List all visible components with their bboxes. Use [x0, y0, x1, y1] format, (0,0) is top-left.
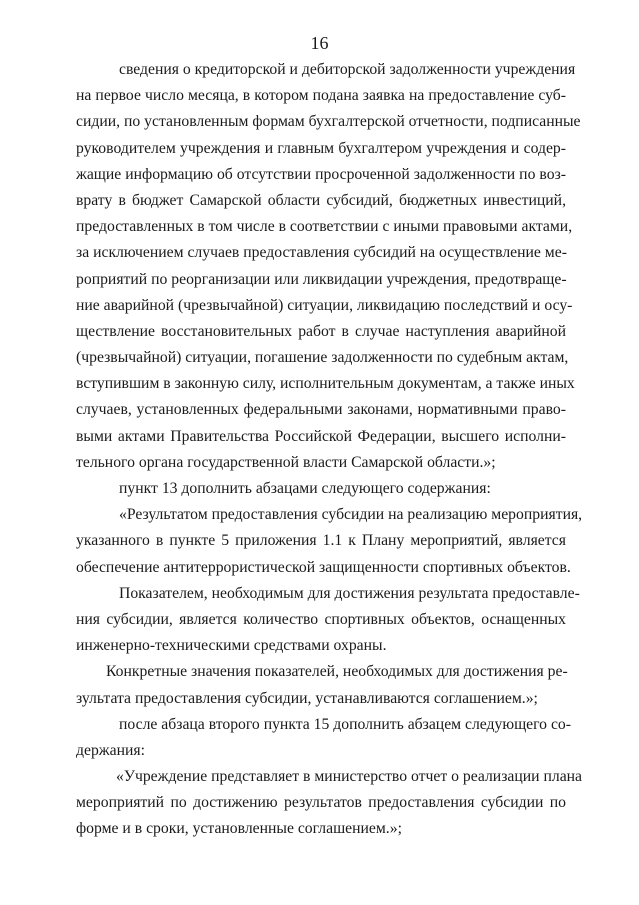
text-line: после абзаца второго пункта 15 дополнить абзацем следующего со- [119, 715, 571, 733]
text-line: жащие информацию об отсутствии просроченной задолженности по воз- [76, 165, 566, 183]
text-line: ния субсидии, является количество спортивных объектов, оснащенных [76, 610, 566, 628]
text-line: указанного в пункте 5 приложения 1.1 к Плану мероприятий, является [76, 532, 566, 550]
text-line: «Результатом предоставления субсидии на реализацию мероприятия, [119, 506, 583, 524]
text-line: Конкретные значения показателей, необходимых для достижения ре- [106, 663, 568, 681]
page-number: 16 [310, 33, 329, 53]
text-line: (чрезвычайной) ситуации, погашение задолженности по судебным актам, [76, 349, 569, 367]
text-line: сидии, по установленным формам бухгалтерской отчетности, подписанные [76, 113, 581, 131]
text-line: пункт 13 дополнить абзацами следующего содержания: [119, 480, 491, 497]
document-body [76, 57, 583, 843]
text-line: врату в бюджет Самарской области субсидий, бюджетных инвестиций, [76, 191, 566, 209]
text-line: роприятий по реорганизации или ликвидации учреждения, предотвраще- [76, 270, 567, 288]
text-line: Показателем, необходимым для достижения результата предоставле- [119, 584, 580, 602]
text-line: сведения о кредиторской и дебиторской задолженности учреждения [119, 61, 576, 78]
text-line: форме и в сроки, установленные соглашением.»; [76, 820, 402, 838]
text-line: вступившим в законную силу, исполнительным документам, а также иных [76, 375, 575, 393]
text-line: выми актами Правительства Российской Федерации, высшего исполни- [76, 427, 566, 445]
text-line: зультата предоставления субсидии, устанавливаются соглашением.»; [76, 689, 538, 707]
text-line: инженерно-техническими средствами охраны. [76, 637, 387, 655]
text-line: предоставленных в том числе в соответствии с иными правовыми актами, [76, 218, 573, 236]
text-line: обеспечение антитеррористической защищенности спортивных объектов. [76, 558, 571, 576]
text-line: за исключением случаев предоставления субсидий на осуществление ме- [76, 244, 567, 262]
text-line: случаев, установленных федеральными законами, нормативными право- [76, 401, 566, 419]
text-line: ществление восстановительных работ в случае наступления аварийной [76, 322, 566, 340]
text-line: на первое число месяца, в котором подана заявка на предоставление суб- [76, 87, 566, 105]
text-line: ние аварийной (чрезвычайной) ситуации, ликвидацию последствий и осу- [76, 296, 573, 314]
text-line: тельного органа государственной власти Самарской области.»; [76, 453, 496, 471]
text-line: мероприятий по достижению результатов предоставления субсидии по [76, 794, 566, 812]
text-line: руководителем учреждения и главным бухгалтером учреждения и содер- [76, 139, 566, 157]
text-line: «Учреждение представляет в министерство отчет о реализации плана [116, 768, 583, 786]
text-line: держания: [76, 741, 145, 759]
